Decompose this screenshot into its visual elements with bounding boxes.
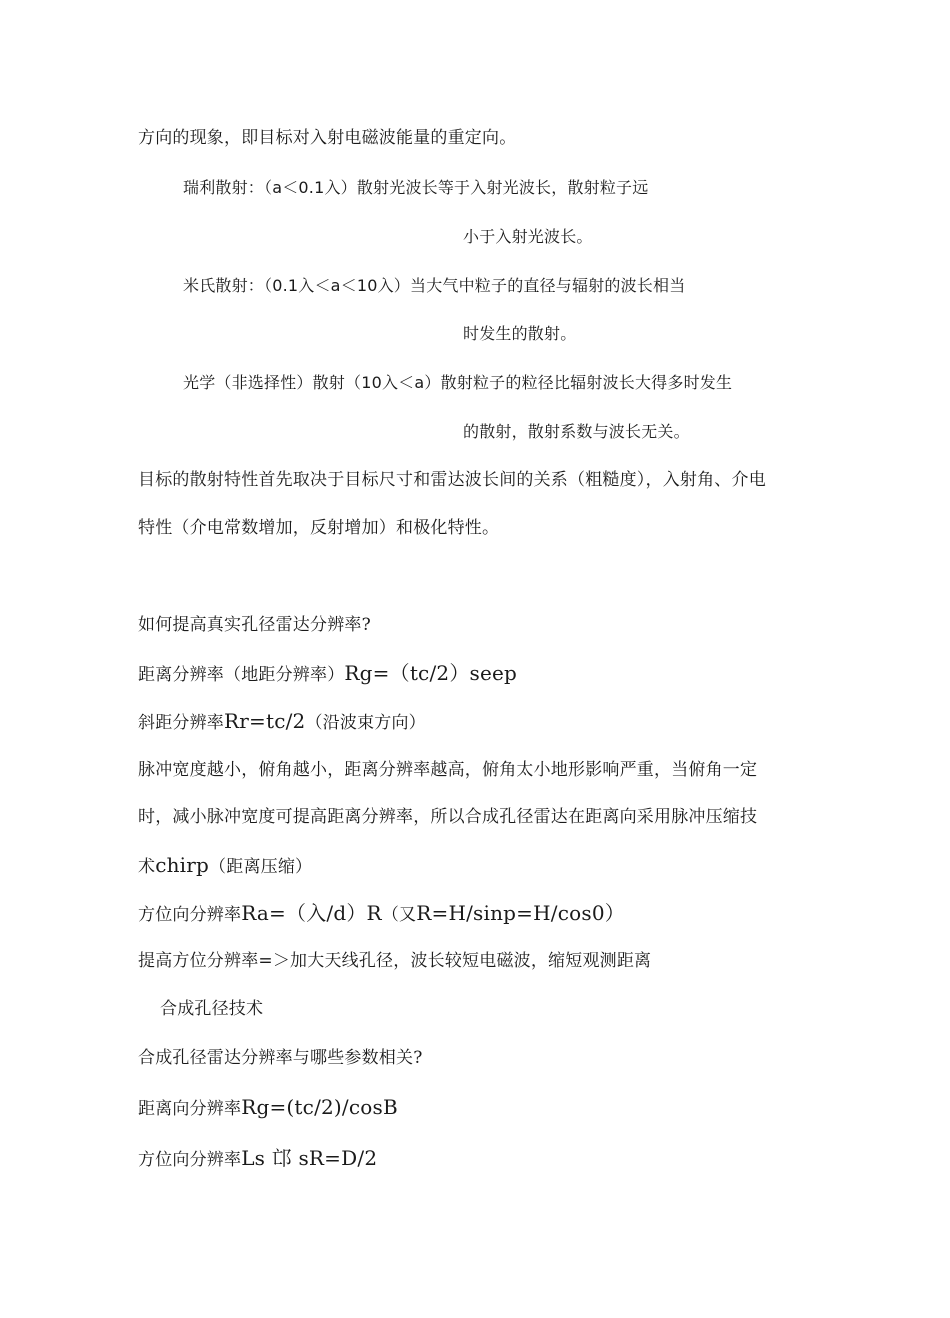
range-resolution-formula: Rg=（tc/2）seep <box>344 661 518 685</box>
pulse-width-line3-prefix: 术 <box>138 857 156 877</box>
question-real-aperture: 如何提高真实孔径雷达分辨率? <box>138 615 371 635</box>
synthetic-aperture-heading: 合成孔径技术 <box>160 999 264 1019</box>
question-sar-parameters: 合成孔径雷达分辨率与哪些参数相关? <box>138 1048 423 1068</box>
range-resolution-line <box>138 661 517 687</box>
sar-azimuth-resolution-line <box>138 1146 377 1172</box>
slant-resolution-line <box>138 709 426 735</box>
scattering-properties-line1: 目标的散射特性首先取决于目标尺寸和雷达波长间的关系（粗糙度），入射角、介电 <box>138 470 766 490</box>
sar-range-label: 距离向分辨率 <box>138 1099 242 1119</box>
azimuth-resolution-line <box>138 901 625 927</box>
azimuth-formula-part1: Ra= <box>241 901 287 925</box>
sar-range-formula: Rg=(tc/2)/cosB <box>241 1095 398 1119</box>
slant-resolution-formula: Rr=tc/2 <box>224 709 306 733</box>
slant-resolution-note: （沿波束方向） <box>305 713 426 733</box>
chirp-term: chirp <box>155 853 210 877</box>
mie-scattering-line2: 时发生的散射。 <box>463 324 577 343</box>
pulse-width-line3-suffix: （距离压缩） <box>209 857 313 877</box>
rayleigh-scattering-line2: 小于入射光波长。 <box>463 227 593 246</box>
azimuth-formula-part4: R=H/sinp=H/cos0） <box>416 901 625 925</box>
paragraph-scattering-definition: 方向的现象，即目标对入射电磁波能量的重定向。 <box>138 128 517 148</box>
slant-resolution-label: 斜距分辨率 <box>138 713 224 733</box>
rayleigh-scattering-line1: 瑞利散射：（a＜0.1入）散射光波长等于入射光波长，散射粒子远 <box>183 178 649 197</box>
azimuth-formula-part3: （又 <box>381 905 417 925</box>
improve-azimuth-line: 提高方位分辨率=＞加大天线孔径，波长较短电磁波，缩短观测距离 <box>138 951 652 971</box>
sar-azimuth-formula: Ls 邙 sR=D/2 <box>241 1146 378 1170</box>
azimuth-resolution-label: 方位向分辨率 <box>138 905 242 925</box>
azimuth-formula-part2: （入/d）R <box>286 901 382 925</box>
pulse-width-line1: 脉冲宽度越小，俯角越小，距离分辨率越高，俯角太小地形影响严重，当俯角一定 <box>138 760 758 780</box>
pulse-width-line2: 时，减小脉冲宽度可提高距离分辨率，所以合成孔径雷达在距离向采用脉冲压缩技 <box>138 807 758 827</box>
range-resolution-label: 距离分辨率（地距分辨率） <box>138 665 345 685</box>
optical-scattering-line2: 的散射，散射系数与波长无关。 <box>463 422 690 441</box>
pulse-width-line3 <box>138 853 312 879</box>
optical-scattering-line1: 光学（非选择性）散射（10入＜a）散射粒子的粒径比辐射波长大得多时发生 <box>183 373 733 392</box>
sar-range-resolution-line <box>138 1095 398 1121</box>
scattering-properties-line2: 特性（介电常数增加，反射增加）和极化特性。 <box>138 518 500 538</box>
sar-azimuth-label: 方位向分辨率 <box>138 1150 242 1170</box>
mie-scattering-line1: 米氏散射：（0.1入＜a＜10入）当大气中粒子的直径与辐射的波长相当 <box>183 276 686 295</box>
